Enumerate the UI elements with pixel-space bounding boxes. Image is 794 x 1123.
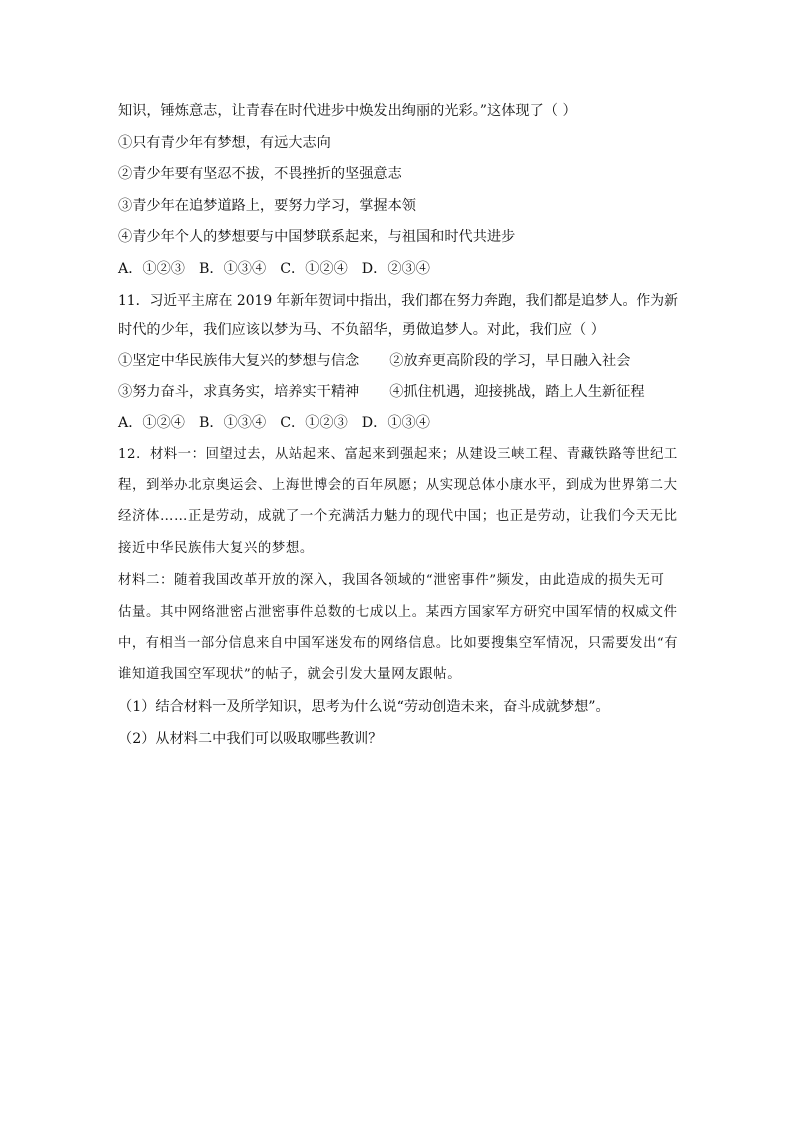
q12-material2-line-1: 材料二：随着我国改革开放的深入，我国各领域的“泄密事件”频发，由此造成的损失无可	[118, 573, 665, 588]
q12-sub-question-2: （2）从材料二中我们可以吸取哪些教训？	[118, 731, 383, 747]
q10-choice-d: D．②③④	[361, 261, 430, 277]
q12-material1-line-3: 经济体……正是劳动，成就了一个充满活力魅力的现代中国；也正是劳动，让我们今天无比	[118, 509, 678, 524]
q10-stem: 知识，锤炼意志，让青春在时代进步中焕发出绚丽的光彩。”这体现了（ ）	[118, 103, 577, 119]
q12-material1-line-1: 12．材料一：回望过去，从站起来、富起来到强起来；从建设三峡工程、青藏铁路等世纪工	[118, 447, 678, 462]
q10-choice-a: A．①②③	[118, 261, 185, 277]
q10-option-1: ①只有青少年有梦想，有远大志向	[118, 135, 331, 151]
q11-stem-line-1: 11．习近平主席在 2019 年新年贺词中指出，我们都在努力奔跑，我们都是追梦人。作为新	[118, 293, 678, 309]
q12-material2-line-4: 谁知道我国空军现状”的帖子，就会引发大量网友跟帖。	[118, 667, 462, 682]
q10-option-4: ④青少年个人的梦想要与中国梦联系起来，与祖国和时代共进步	[118, 229, 516, 245]
q12-material1-line-2: 程，到举办北京奥运会、上海世博会的百年夙愿；从实现总体小康水平，到成为世界第二大	[118, 478, 678, 493]
q11-choice-b: B．①③④	[199, 415, 267, 431]
q11-options-row-2	[118, 382, 645, 402]
q10-choice-c: C．①②④	[280, 261, 348, 277]
q11-choice-c: C．①②③	[280, 415, 348, 431]
q11-option-2: ②放弃更高阶段的学习，早日融入社会	[389, 353, 631, 369]
q11-answer-choices	[118, 413, 430, 433]
q10-option-2: ②青少年要有坚忍不拔，不畏挫折的坚强意志	[118, 166, 402, 182]
q11-choice-d: D．①③④	[361, 415, 430, 431]
q11-choice-a: A．①②④	[118, 415, 185, 431]
q10-option-3: ③青少年在追梦道路上，要努力学习，掌握本领	[118, 198, 416, 214]
q11-stem-line-2: 时代的少年，我们应该以梦为马、不负韶华，勇做追梦人。对此，我们应（ ）	[118, 322, 605, 338]
q12-material1-line-4: 接近中华民族伟大复兴的梦想。	[118, 541, 314, 556]
q11-option-4: ④抓住机遇，迎接挑战，踏上人生新征程	[389, 384, 645, 400]
q10-choice-b: B．①③④	[199, 261, 267, 277]
q11-option-1: ①坚定中华民族伟大复兴的梦想与信念	[118, 353, 360, 369]
q12-material2-line-2: 估量。其中网络泄密占泄密事件总数的七成以上。某西方国家军方研究中国军情的权威文件	[118, 605, 678, 620]
q10-answer-choices	[118, 259, 430, 279]
q12-sub-question-1: （1）结合材料一及所学知识，思考为什么说“劳动创造未来，奋斗成就梦想”。	[118, 699, 610, 715]
q11-option-3: ③努力奋斗，求真务实，培养实干精神	[118, 384, 360, 400]
q11-options-row-1	[118, 351, 630, 371]
q12-material2-line-3: 中，有相当一部分信息来自中国军迷发布的网络信息。比如要搜集空军情况，只需要发出“有	[118, 636, 679, 651]
